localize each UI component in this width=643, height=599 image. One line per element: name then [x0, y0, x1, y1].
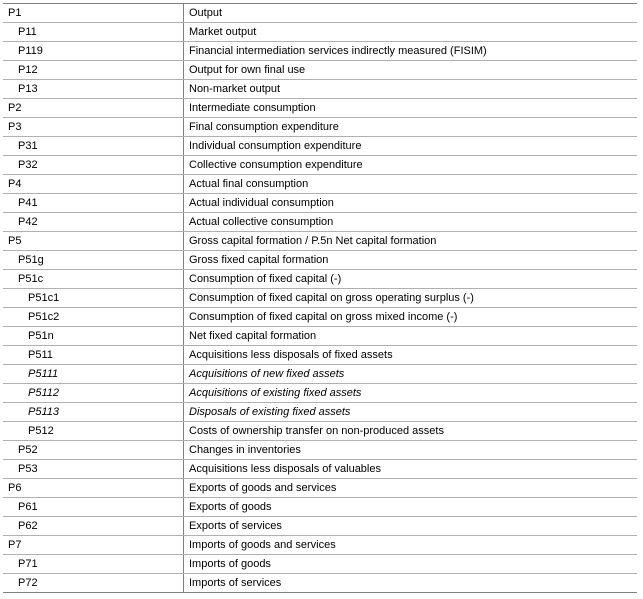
- row-label: Disposals of existing fixed assets: [184, 403, 638, 422]
- row-code: P12: [3, 61, 184, 80]
- row-label: Actual individual consumption: [184, 194, 638, 213]
- table-row: [3, 460, 637, 479]
- row-label: Costs of ownership transfer on non-produced assets: [184, 422, 638, 441]
- row-label: Non-market output: [184, 80, 638, 99]
- row-label: Individual consumption expenditure: [184, 137, 638, 156]
- row-code: P31: [3, 137, 184, 156]
- table-row: [3, 270, 637, 289]
- row-label: Consumption of fixed capital on gross operating surplus (-): [184, 289, 638, 308]
- row-label: Imports of services: [184, 574, 638, 593]
- table-row: [3, 479, 637, 498]
- table-row: [3, 213, 637, 232]
- row-code: P51g: [3, 251, 184, 270]
- table-row: [3, 80, 637, 99]
- row-code: P3: [3, 118, 184, 137]
- row-code: P61: [3, 498, 184, 517]
- table-row: [3, 156, 637, 175]
- row-code: P5: [3, 232, 184, 251]
- row-label: Gross fixed capital formation: [184, 251, 638, 270]
- table-row: [3, 422, 637, 441]
- row-code: P41: [3, 194, 184, 213]
- row-code: P62: [3, 517, 184, 536]
- table-row: [3, 536, 637, 555]
- row-code: P4: [3, 175, 184, 194]
- table-row: [3, 4, 637, 23]
- table-row: [3, 517, 637, 536]
- row-label: Intermediate consumption: [184, 99, 638, 118]
- table-row: [3, 194, 637, 213]
- row-label: Acquisitions less disposals of fixed assets: [184, 346, 638, 365]
- classification-table: [3, 3, 637, 593]
- row-label: Collective consumption expenditure: [184, 156, 638, 175]
- table-row: [3, 61, 637, 80]
- table-row: [3, 498, 637, 517]
- row-code: P53: [3, 460, 184, 479]
- table-row: [3, 346, 637, 365]
- table-row: [3, 403, 637, 422]
- row-label: Acquisitions less disposals of valuables: [184, 460, 638, 479]
- row-label: Exports of services: [184, 517, 638, 536]
- table-row: [3, 327, 637, 346]
- row-code: P5112: [3, 384, 184, 403]
- row-code: P32: [3, 156, 184, 175]
- row-code: P51c: [3, 270, 184, 289]
- table-body: [3, 4, 637, 593]
- table-row: [3, 99, 637, 118]
- row-label: Final consumption expenditure: [184, 118, 638, 137]
- row-code: P119: [3, 42, 184, 61]
- table-row: [3, 289, 637, 308]
- row-code: P1: [3, 4, 184, 23]
- table-row: [3, 232, 637, 251]
- row-label: Imports of goods and services: [184, 536, 638, 555]
- row-code: P72: [3, 574, 184, 593]
- row-code: P51c2: [3, 308, 184, 327]
- table-row: [3, 574, 637, 593]
- row-code: P7: [3, 536, 184, 555]
- table-row: [3, 365, 637, 384]
- row-label: Financial intermediation services indirectly measured (FISIM): [184, 42, 638, 61]
- row-label: Exports of goods: [184, 498, 638, 517]
- row-code: P6: [3, 479, 184, 498]
- row-label: Consumption of fixed capital (-): [184, 270, 638, 289]
- row-code: P512: [3, 422, 184, 441]
- document-page: [3, 3, 637, 593]
- row-label: Exports of goods and services: [184, 479, 638, 498]
- table-row: [3, 175, 637, 194]
- row-code: P11: [3, 23, 184, 42]
- row-label: Output: [184, 4, 638, 23]
- row-label: Market output: [184, 23, 638, 42]
- row-label: Imports of goods: [184, 555, 638, 574]
- row-code: P5111: [3, 365, 184, 384]
- row-code: P2: [3, 99, 184, 118]
- row-label: Acquisitions of existing fixed assets: [184, 384, 638, 403]
- table-row: [3, 308, 637, 327]
- table-row: [3, 555, 637, 574]
- row-label: Changes in inventories: [184, 441, 638, 460]
- table-row: [3, 137, 637, 156]
- row-code: P5113: [3, 403, 184, 422]
- table-row: [3, 118, 637, 137]
- row-label: Output for own final use: [184, 61, 638, 80]
- row-label: Actual collective consumption: [184, 213, 638, 232]
- row-label: Actual final consumption: [184, 175, 638, 194]
- table-row: [3, 384, 637, 403]
- row-label: Net fixed capital formation: [184, 327, 638, 346]
- table-row: [3, 42, 637, 61]
- row-code: P511: [3, 346, 184, 365]
- table-row: [3, 441, 637, 460]
- row-code: P51n: [3, 327, 184, 346]
- row-code: P52: [3, 441, 184, 460]
- row-label: Gross capital formation / P.5n Net capital formation: [184, 232, 638, 251]
- row-label: Acquisitions of new fixed assets: [184, 365, 638, 384]
- row-code: P13: [3, 80, 184, 99]
- table-row: [3, 23, 637, 42]
- row-code: P42: [3, 213, 184, 232]
- row-label: Consumption of fixed capital on gross mixed income (-): [184, 308, 638, 327]
- row-code: P71: [3, 555, 184, 574]
- row-code: P51c1: [3, 289, 184, 308]
- table-row: [3, 251, 637, 270]
